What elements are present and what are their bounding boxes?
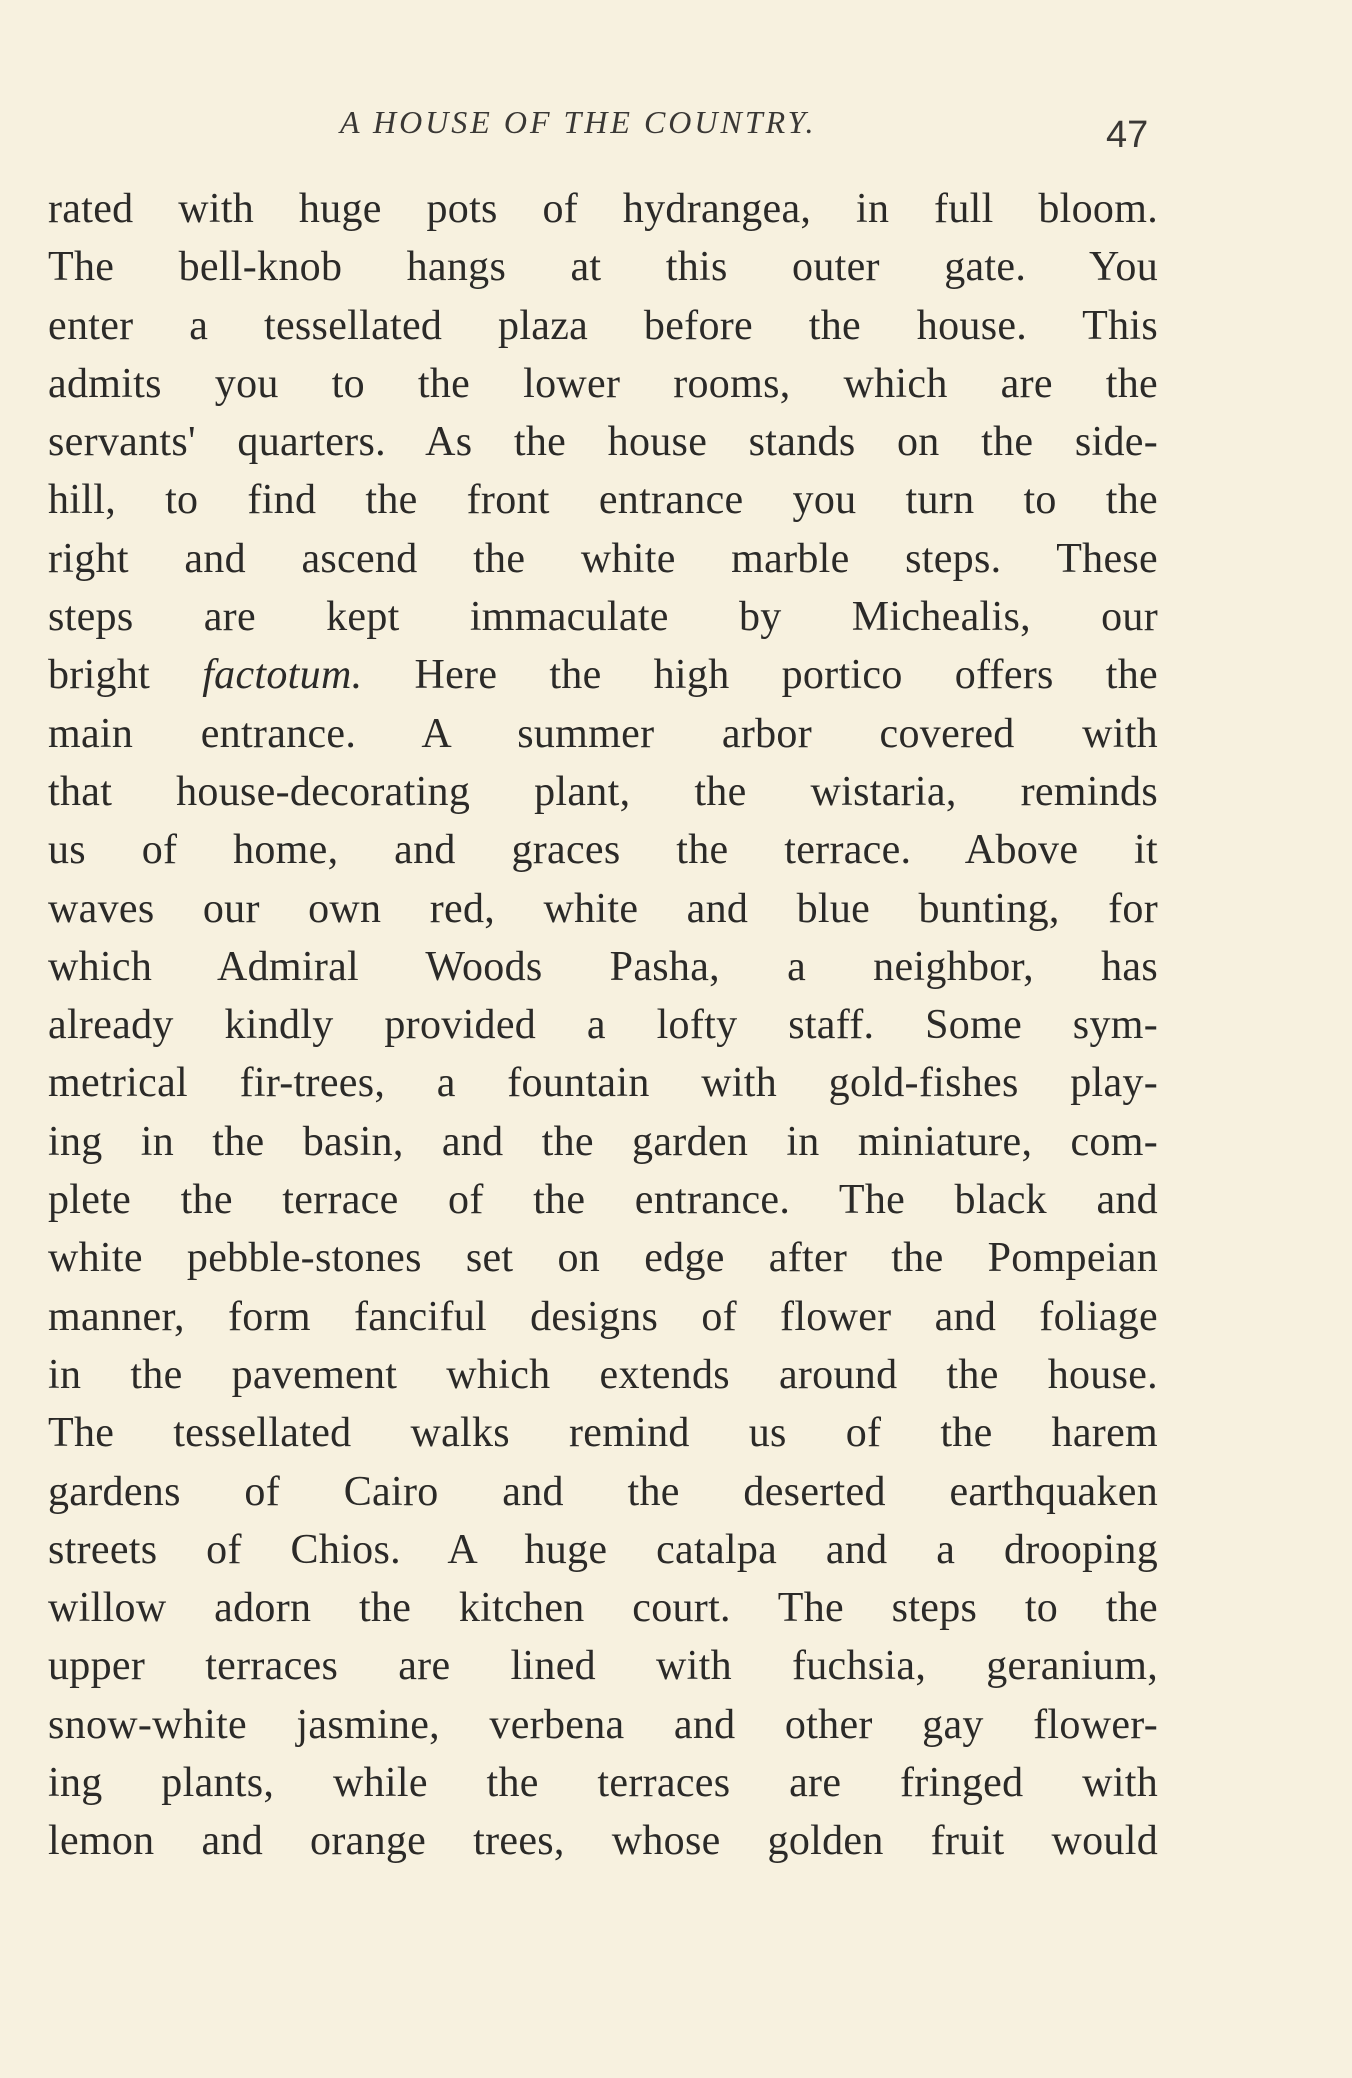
text-line: enter a tessellated plaza before the house. This xyxy=(48,302,1158,349)
text-line: white pebble-stones set on edge after the Pompeian xyxy=(48,1235,1158,1282)
text-line: ing plants, while the terraces are fringed with xyxy=(48,1760,1158,1807)
text-line: in the pavement which extends around the house. xyxy=(48,1351,1158,1398)
text-line: gardens of Cairo and the deserted earthquaken xyxy=(48,1468,1158,1515)
body-text xyxy=(48,180,1158,1871)
text-line: that house-decorating plant, the wistaria, reminds xyxy=(48,768,1158,815)
text-line: already kindly provided a lofty staff. Some sym- xyxy=(48,1002,1158,1049)
text-line: rated with huge pots of hydrangea, in full bloom. xyxy=(48,186,1158,232)
text-line: main entrance. A summer arbor covered with xyxy=(48,710,1158,757)
text-line: streets of Chios. A huge catalpa and a drooping xyxy=(48,1526,1158,1573)
text-line: waves our own red, white and blue bunting, for xyxy=(48,885,1158,932)
text-line: manner, form fanciful designs of flower and foliage xyxy=(48,1293,1158,1340)
text-line: metrical fir-trees, a fountain with gold-fishes play- xyxy=(48,1060,1158,1107)
text-segment: bright xyxy=(48,652,203,699)
text-line: snow-white jasmine, verbena and other gay flower- xyxy=(48,1701,1158,1748)
text-line: hill, to find the front entrance you turn to the xyxy=(48,477,1158,524)
text-line: willow adorn the kitchen court. The steps to the xyxy=(48,1585,1158,1632)
text-line: upper terraces are lined with fuchsia, geranium, xyxy=(48,1643,1158,1690)
text-line: servants' quarters. As the house stands on the side- xyxy=(48,419,1158,466)
text-line: steps are kept immaculate by Michealis, our xyxy=(48,594,1158,641)
text-line: The tessellated walks remind us of the harem xyxy=(48,1410,1158,1457)
italic-word: factotum. xyxy=(202,652,363,699)
text-line: us of home, and graces the terrace. Above it xyxy=(48,827,1158,874)
text-line-with-italic xyxy=(48,646,1158,704)
text-line: which Admiral Woods Pasha, a neighbor, has xyxy=(48,943,1158,990)
text-line: right and ascend the white marble steps. These xyxy=(48,535,1158,582)
text-line: admits you to the lower rooms, which are the xyxy=(48,360,1158,407)
page-number: 47 xyxy=(1106,114,1149,156)
running-head xyxy=(0,98,1352,156)
running-title: A HOUSE OF THE COUNTRY. xyxy=(340,104,817,140)
text-line: ing in the basin, and the garden in miniature, com- xyxy=(48,1118,1158,1165)
text-line: lemon and orange trees, whose golden fruit would xyxy=(48,1818,1158,1865)
text-line: plete the terrace of the entrance. The black and xyxy=(48,1177,1158,1224)
text-line: The bell-knob hangs at this outer gate. You xyxy=(48,244,1158,291)
text-segment: Here the high portico offers the xyxy=(362,652,1158,699)
